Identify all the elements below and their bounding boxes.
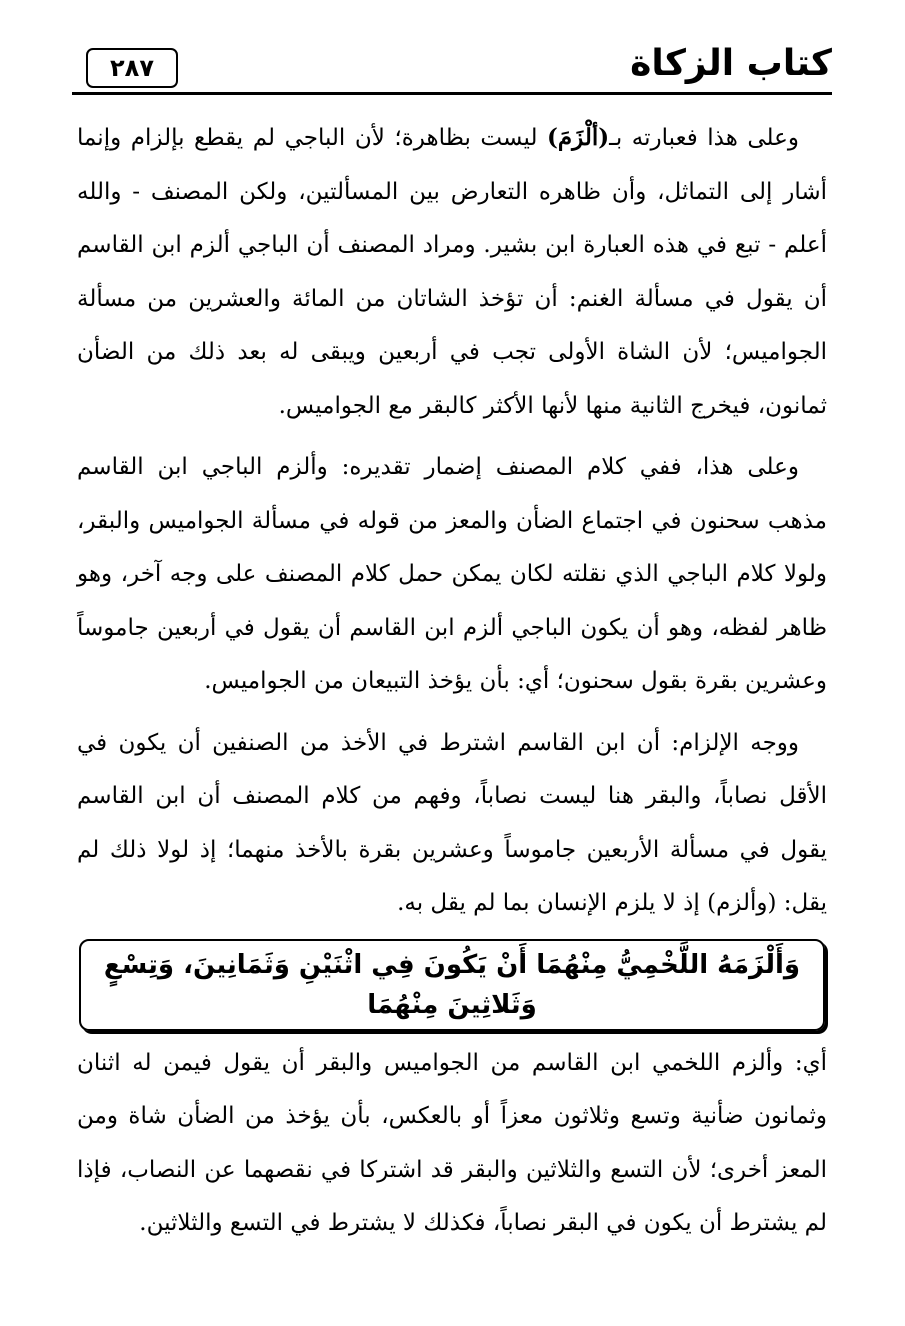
paragraph-3: ووجه الإلزام: أن ابن القاسم اشترط في الأخذ من الصنفين أن يكون في الأقل نصاباً، والبقر هنا ليست نصاباً، وفهم من كلام المصنف أن ابن القاسم يقول في مسألة الأربعين جاموساً وعشرين بقرة بالأخذ منهما؛ إذ لولا ذلك لم يقل: (وألزم) إذ لا يلزم الإنسان بما لم يقل به. <box>77 729 827 916</box>
matn-text-box: وَأَلْزَمَهُ اللَّخْمِيُّ مِنْهُمَا أَنْ يَكُونَ فِي اثْنَيْنِ وَثَمَانِينَ، وَتِسْعٍ وَثَلاثِينَ مِنْهُمَا <box>79 939 825 1031</box>
book-title: كتاب الزكاة <box>630 43 832 84</box>
page-number-text: ٢٨٧ <box>110 54 154 82</box>
paragraph-2: وعلى هذا، ففي كلام المصنف إضمار تقديره: وألزم الباجي ابن القاسم مذهب سحنون في اجتماع الضأن والمعز من قوله في مسألة الجواميس والبقر، ولولا كلام الباجي الذي نقلته لكان يمكن حمل كلام المصنف على وجه آخر، وهو ظاهر لفظه، وهو أن يكون الباجي ألزم ابن القاسم أن يقول في أربعين جاموساً وعشرين بقرة بقول سحنون؛ أي: بأن يؤخذ التبيعان من الجواميس. <box>77 454 827 694</box>
paragraph-1-rest: ليست بظاهرة؛ لأن الباجي لم يقطع بإلزام وإنما أشار إلى التماثل، وأن ظاهره التعارض بين المسألتين، ولكن المصنف - والله أعلم - تبع في هذه العبارة ابن بشير. ومراد المصنف أن الباجي ألزم ابن القاسم أن يقول في مسألة الغنم: أن تؤخذ الشاتان من المائة والعشرين من مسألة الجواميس؛ لأن الشاة الأولى تجب في أربعين ويبقى له بعد ذلك من الضأن ثمانون، فيخرج الثانية منها لأنها الأكثر كالبقر مع الجواميس. <box>77 125 827 419</box>
body-text <box>77 111 827 1259</box>
paragraph-1-intro: وعلى هذا فعبارته بـ <box>609 125 799 151</box>
paragraph-1 <box>77 111 827 433</box>
quoted-term: (ألْزَمَ) <box>547 124 610 151</box>
page-header <box>72 38 832 96</box>
paragraph-4: أي: وألزم اللخمي ابن القاسم من الجواميس والبقر أن يقول فيمن له اثنان وثمانون ضأنية وتسع وثلاثون معزاً أو بالعكس، بأن يؤخذ من الضأن شاة ومن المعز أخرى؛ لأن التسع والثلاثين والبقر قد اشتركا في نقصهما عن النصاب، فإذا لم يشترط أن يكون في البقر نصاباً، فكذلك لا يشترط في التسع والثلاثين. <box>77 1049 827 1236</box>
header-divider <box>72 92 832 95</box>
page-number <box>86 48 178 88</box>
